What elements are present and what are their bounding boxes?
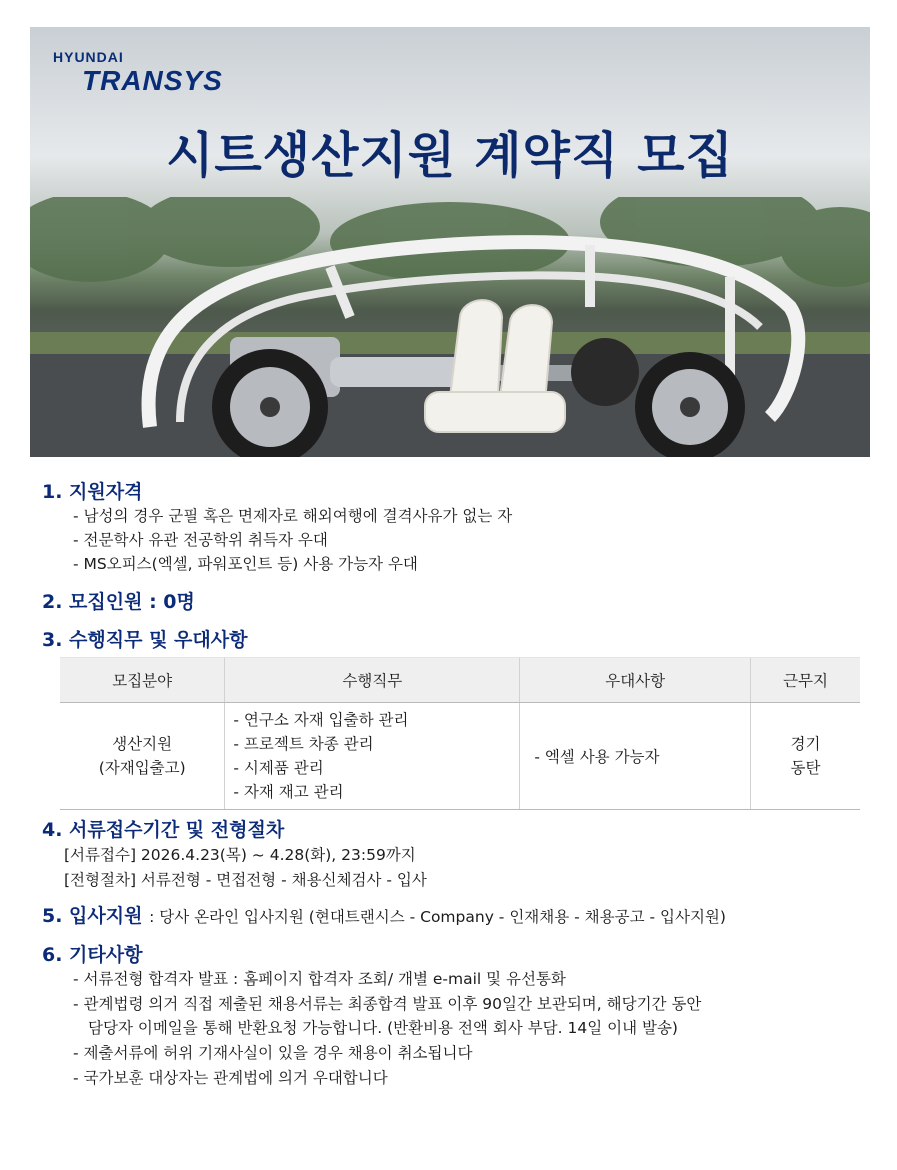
preference-cell: - 엑셀 사용 가능자 — [520, 703, 751, 810]
table-row — [60, 703, 860, 810]
field-line: (자재입출고) — [98, 759, 186, 777]
section-schedule-heading: 4. 서류접수기간 및 전형절차 — [42, 819, 285, 841]
column-header: 모집분야 — [60, 658, 225, 703]
location-line: 경기 — [790, 735, 821, 753]
field-line: 생산지원 — [112, 735, 173, 753]
qualification-item: - 남성의 경우 군필 혹은 면제자로 해외여행에 결격사유가 없는 자 — [73, 507, 513, 525]
section-other-heading: 6. 기타사항 — [42, 944, 143, 966]
field-cell — [60, 703, 225, 810]
other-item-continued: 담당자 이메일을 통해 반환요청 가능합니다. (반환비용 전액 회사 부담. 14일 이내 발송) — [88, 1019, 678, 1037]
other-item: - 서류전형 합격자 발표 : 홈페이지 합격자 조회/ 개별 e-mail 및 유선통화 — [73, 970, 566, 988]
banner-title: 시트생산지원 계약직 모집 — [166, 127, 734, 184]
schedule-item: [전형절차] 서류전형 - 면접전형 - 채용신체검사 - 입사 — [64, 871, 427, 889]
duty-line: - 연구소 자재 입출하 관리 — [233, 711, 409, 729]
qualification-item: - 전문학사 유관 전공학위 취득자 우대 — [73, 531, 328, 549]
rear-wheel — [635, 352, 745, 457]
car-chassis-illustration — [30, 197, 870, 457]
location-cell — [751, 703, 860, 810]
section-apply — [42, 901, 726, 928]
schedule-item: [서류접수] 2026.4.23(목) ~ 4.28(화), 23:59까지 — [64, 846, 416, 864]
column-header: 우대사항 — [520, 658, 751, 703]
other-item: - 제출서류에 허위 기재사실이 있을 경우 채용이 취소됩니다 — [73, 1044, 473, 1062]
qualification-item: - MS오피스(엑셀, 파워포인트 등) 사용 가능자 우대 — [73, 555, 418, 573]
table-header-row — [60, 658, 860, 703]
section-headcount-heading: 2. 모집인원 : 0명 — [42, 591, 195, 613]
column-header: 수행직무 — [225, 658, 520, 703]
column-header: 근무지 — [751, 658, 860, 703]
duties-cell — [225, 703, 520, 810]
recruitment-banner — [30, 27, 870, 457]
section-duties-heading: 3. 수행직무 및 우대사항 — [42, 629, 248, 651]
duty-line: - 시제품 관리 — [233, 759, 324, 777]
section-qualifications-heading: 1. 지원자격 — [42, 481, 143, 503]
apply-instructions: : 당사 온라인 입사지원 (현대트랜시스 - Company - 인재채용 - 채용공고 - 입사지원) — [149, 908, 726, 926]
rear-inner-wheel — [571, 338, 639, 406]
other-item: - 관계법령 의거 직접 제출된 채용서류는 최종합격 발표 이후 90일간 보관되며, 해당기간 동안 — [73, 995, 702, 1013]
section-apply-heading: 5. 입사지원 — [42, 905, 143, 927]
duty-line: - 자재 재고 관리 — [233, 783, 344, 801]
company-logo-bottom: TRANSYS — [82, 65, 223, 96]
company-logo-top: HYUNDAI — [53, 49, 124, 65]
duties-table — [60, 657, 860, 810]
location-line: 동탄 — [790, 759, 821, 777]
duty-line: - 프로젝트 차종 관리 — [233, 735, 374, 753]
other-item: - 국가보훈 대상자는 관계법에 의거 우대합니다 — [73, 1069, 388, 1087]
